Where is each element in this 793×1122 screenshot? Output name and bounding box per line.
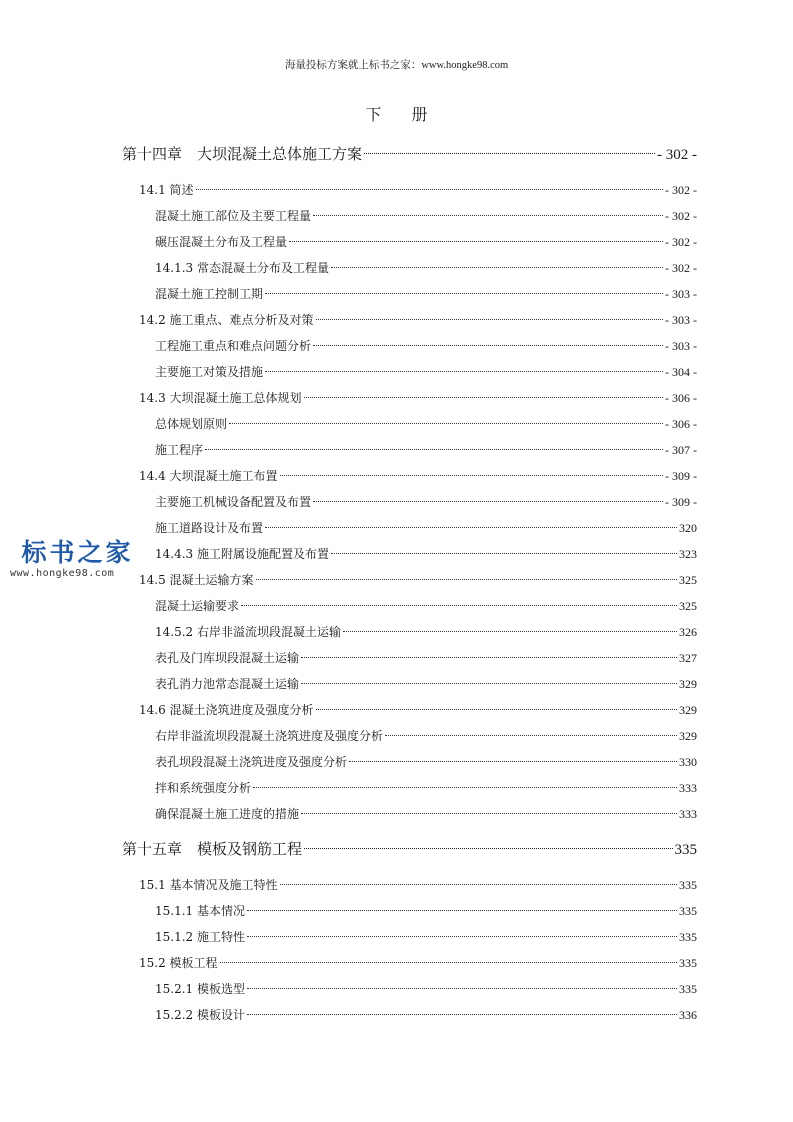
toc-entry-title: 工程施工重点和难点问题分析: [155, 339, 312, 353]
toc-entry-page-number: - 303 -: [665, 287, 697, 301]
toc-entry-page-number: 330: [679, 755, 697, 769]
dot-leader: [301, 657, 677, 658]
toc-entry-title: 混凝土施工部位及主要工程量: [155, 209, 312, 223]
watermark: [10, 538, 145, 580]
toc-subsection-entry[interactable]: [155, 415, 697, 433]
toc-entry-title: 混凝土运输要求: [155, 599, 240, 613]
dot-leader: [253, 787, 677, 788]
toc-subsection-entry[interactable]: [155, 493, 697, 511]
toc-subsection-entry[interactable]: [155, 441, 697, 459]
toc-entry-title: 15.2.2 模板设计: [155, 1008, 245, 1022]
toc-entry-title: 表孔坝段混凝土浇筑进度及强度分析: [155, 755, 348, 769]
dot-leader: [229, 423, 663, 424]
dot-leader: [385, 735, 677, 736]
toc-entry-title: 主要施工机械设备配置及布置: [155, 495, 312, 509]
toc-section-entry[interactable]: [139, 181, 697, 199]
toc-subsection-entry[interactable]: [155, 363, 697, 381]
toc-section-entry[interactable]: [139, 467, 697, 485]
toc-entry-page-number: 320: [679, 521, 697, 535]
toc-subsection-entry[interactable]: [155, 779, 697, 797]
toc-entry-title: 14.2 施工重点、难点分析及对策: [139, 313, 314, 327]
toc-entry-title: 14.5.2 右岸非溢流坝段混凝土运输: [155, 625, 341, 639]
dot-leader: [313, 215, 663, 216]
toc-subsection-entry[interactable]: [155, 207, 697, 225]
dot-leader: [205, 449, 663, 450]
toc-entry-page-number: 335: [679, 956, 697, 970]
toc-chapter-entry[interactable]: [122, 143, 697, 165]
toc-subsection-entry[interactable]: [155, 597, 697, 615]
dot-leader: [301, 813, 677, 814]
dot-leader: [247, 1014, 677, 1015]
toc-subsection-entry[interactable]: [155, 727, 697, 745]
dot-leader: [331, 553, 677, 554]
toc-entry-title: 15.1.1 基本情况: [155, 904, 245, 918]
dot-leader: [280, 884, 677, 885]
watermark-url: www.hongke98.com: [10, 568, 115, 579]
toc-entry-title: 15.1.2 施工特性: [155, 930, 245, 944]
toc-entry-page-number: 326: [679, 625, 697, 639]
page-header: 海量投标方案就上标书之家：www.hongke98.com: [284, 60, 509, 71]
toc-subsection-entry[interactable]: [155, 259, 697, 277]
toc-subsection-entry[interactable]: [155, 902, 697, 920]
dot-leader: [313, 501, 663, 502]
toc-entry-page-number: 327: [679, 651, 697, 665]
toc-entry-page-number: - 304 -: [665, 365, 697, 379]
toc-entry-page-number: 333: [679, 807, 697, 821]
dot-leader: [301, 683, 677, 684]
dot-leader: [265, 371, 663, 372]
toc-entry-title: 14.5 混凝土运输方案: [139, 573, 254, 587]
toc-entry-title: 右岸非溢流坝段混凝土浇筑进度及强度分析: [155, 729, 384, 743]
toc-entry-title: 15.2.1 模板选型: [155, 982, 245, 996]
dot-leader: [265, 527, 677, 528]
toc-entry-page-number: 335: [679, 904, 697, 918]
toc-subsection-entry[interactable]: [155, 233, 697, 251]
toc-entry-title: 表孔及门库坝段混凝土运输: [155, 651, 300, 665]
toc-entry-title: 混凝土施工控制工期: [155, 287, 264, 301]
toc-entry-title: 表孔消力池常态混凝土运输: [155, 677, 300, 691]
dot-leader: [331, 267, 663, 268]
toc-entry-page-number: 325: [679, 599, 697, 613]
dot-leader: [247, 988, 677, 989]
dot-leader: [289, 241, 663, 242]
toc-entry-title: 主要施工对策及措施: [155, 365, 264, 379]
dot-leader: [304, 397, 663, 398]
dot-leader: [304, 848, 672, 849]
dot-leader: [247, 910, 677, 911]
toc-entry-title: 14.1.3 常态混凝土分布及工程量: [155, 261, 329, 275]
toc-entry-page-number: - 302 -: [665, 209, 697, 223]
toc-subsection-entry[interactable]: [155, 980, 697, 998]
toc-entry-page-number: 325: [679, 573, 697, 587]
toc-subsection-entry[interactable]: [155, 623, 697, 641]
dot-leader: [364, 153, 655, 154]
dot-leader: [241, 605, 677, 606]
toc-entry-page-number: - 302 -: [665, 235, 697, 249]
toc-entry-page-number: 335: [679, 878, 697, 892]
dot-leader: [316, 319, 663, 320]
toc-entry-title: 14.4 大坝混凝土施工布置: [139, 469, 278, 483]
toc-entry-title: 14.4.3 施工附属设施配置及布置: [155, 547, 329, 561]
toc-entry-title: 15.2 模板工程: [139, 956, 218, 970]
toc-subsection-entry[interactable]: [155, 675, 697, 693]
toc-subsection-entry[interactable]: [155, 928, 697, 946]
toc-entry-page-number: 333: [679, 781, 697, 795]
toc-entry-page-number: 329: [679, 729, 697, 743]
toc-entry-page-number: 323: [679, 547, 697, 561]
volume-title: 下册: [365, 105, 458, 124]
toc-entry-title: 施工道路设计及布置: [155, 521, 264, 535]
toc-section-entry[interactable]: [139, 701, 697, 719]
toc-entry-page-number: 335: [674, 842, 697, 858]
toc-entry-title: 14.3 大坝混凝土施工总体规划: [139, 391, 302, 405]
dot-leader: [343, 631, 677, 632]
toc-entry-page-number: - 307 -: [665, 443, 697, 457]
toc-subsection-entry[interactable]: [155, 805, 697, 823]
toc-entry-page-number: 335: [679, 930, 697, 944]
toc-subsection-entry[interactable]: [155, 285, 697, 303]
toc-section-entry[interactable]: [139, 876, 697, 894]
toc-entry-title: 第十四章 大坝混凝土总体施工方案: [122, 145, 363, 163]
toc-section-entry[interactable]: [139, 571, 697, 589]
toc-entry-page-number: - 309 -: [665, 469, 697, 483]
dot-leader: [220, 962, 677, 963]
toc-entry-page-number: - 302 -: [665, 183, 697, 197]
toc-entry-page-number: - 306 -: [665, 417, 697, 431]
toc-subsection-entry[interactable]: [155, 1006, 697, 1024]
dot-leader: [196, 189, 663, 190]
dot-leader: [349, 761, 677, 762]
toc-entry-title: 碾压混凝土分布及工程量: [155, 235, 288, 249]
toc-section-entry[interactable]: [139, 389, 697, 407]
toc-entry-title: 确保混凝土施工进度的措施: [155, 807, 300, 821]
toc-entry-title: 14.1 简述: [139, 183, 194, 197]
dot-leader: [256, 579, 677, 580]
dot-leader: [247, 936, 677, 937]
toc-entry-page-number: - 306 -: [665, 391, 697, 405]
toc-entry-page-number: - 302 -: [665, 261, 697, 275]
toc-entry-page-number: 336: [679, 1008, 697, 1022]
toc-entry-page-number: - 309 -: [665, 495, 697, 509]
toc-entry-title: 第十五章 模板及钢筋工程: [122, 840, 303, 858]
dot-leader: [316, 709, 677, 710]
toc-entry-page-number: 329: [679, 703, 697, 717]
toc-entry-page-number: 335: [679, 982, 697, 996]
toc-entry-page-number: - 302 -: [657, 147, 697, 163]
toc-entry-title: 拌和系统强度分析: [155, 781, 252, 795]
toc-entry-page-number: - 303 -: [665, 339, 697, 353]
toc-subsection-entry[interactable]: [155, 519, 697, 537]
dot-leader: [280, 475, 663, 476]
toc-section-entry[interactable]: [139, 311, 697, 329]
toc-chapter-entry[interactable]: [122, 838, 697, 860]
toc-entry-page-number: 329: [679, 677, 697, 691]
toc-entry-title: 总体规划原则: [155, 417, 228, 431]
toc-entry-title: 15.1 基本情况及施工特性: [139, 878, 278, 892]
toc-subsection-entry[interactable]: [155, 753, 697, 771]
toc-entry-title: 14.6 混凝土浇筑进度及强度分析: [139, 703, 314, 717]
toc-entry-title: 施工程序: [155, 443, 204, 457]
toc-subsection-entry[interactable]: [155, 337, 697, 355]
watermark-logo: 标书之家: [21, 538, 134, 567]
dot-leader: [265, 293, 663, 294]
toc-subsection-entry[interactable]: [155, 649, 697, 667]
toc-section-entry[interactable]: [139, 954, 697, 972]
dot-leader: [313, 345, 663, 346]
toc-entry-page-number: - 303 -: [665, 313, 697, 327]
toc-subsection-entry[interactable]: [155, 545, 697, 563]
